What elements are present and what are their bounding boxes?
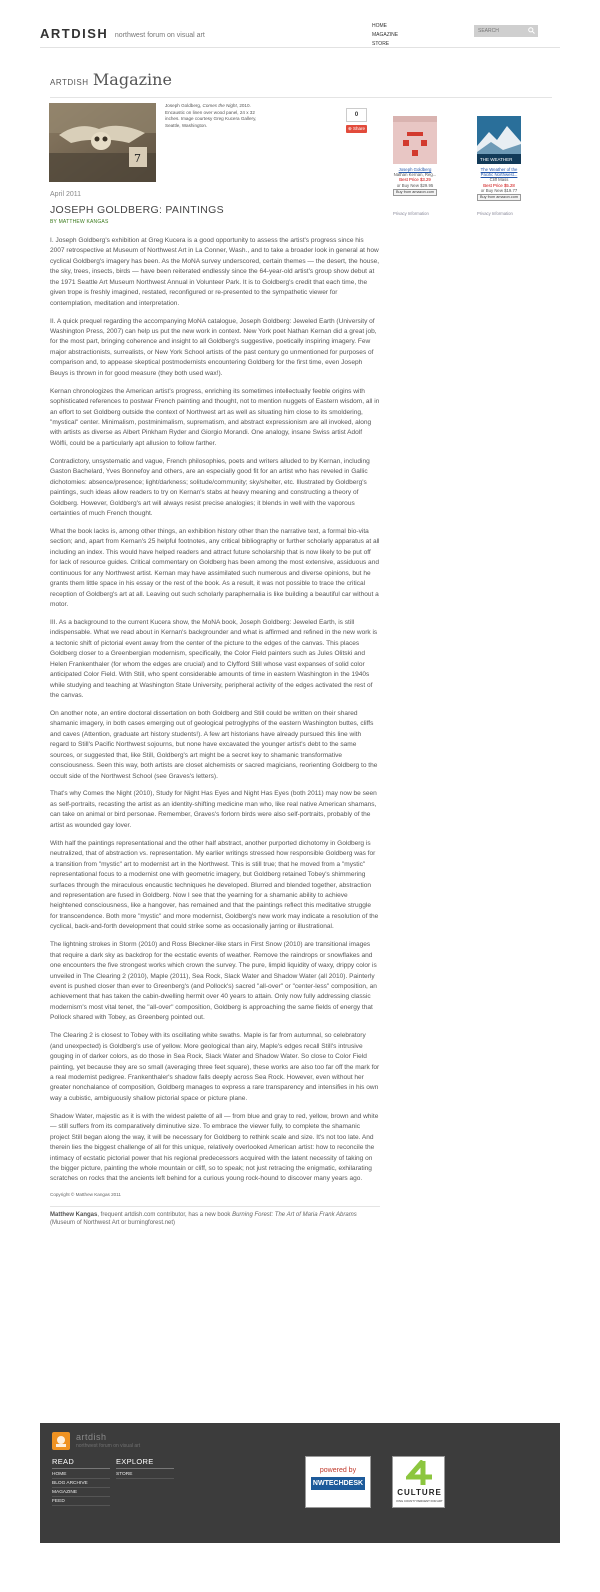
magazine-divider: [50, 97, 552, 98]
ad-2-title[interactable]: The Weather of the Pacific Northwest...: [480, 167, 518, 178]
site-logo[interactable]: [40, 26, 205, 41]
ad-1-privacy-link[interactable]: Privacy Information: [393, 211, 429, 216]
share-label: Share: [353, 126, 366, 131]
footer-logo-icon[interactable]: [52, 1432, 70, 1450]
logo-tagline: northwest forum on visual art: [114, 32, 205, 39]
paragraph: What the book lacks is, among other things, an exhibition history other than the narrative text, a formal bio-vita section; and, apart from Kernan's 25 helpful footnotes, any critical bibliography or further scholarly apparatus at all including an index. This would have helped readers and attract future scholarship that is now likely to be put off for lack of resource guides. Critical commentary on Goldberg has been among the most extensive, assiduous and continuous for any Northwest artist. Kernan may have assimilated such numerous and diverse opinions, but he grants them little space in his essay or the rest of the book. As a result, it was not possible to trace the critical reception of Goldberg's art at all. Leaving out such scholarly paraphernalia is like building a beautiful car without a motor.: [50, 527, 380, 609]
bio-book: Burning Forest: The Art of Maria Frank Abrams: [232, 1211, 357, 1218]
article-title: JOSEPH GOLDBERG: PAINTINGS: [50, 204, 224, 216]
paragraph: III. As a background to the current Kucera show, the MoNA book, Joseph Goldberg: Jeweled Earth, is still indispensable. What we read about in Kernan's backgrounder and what is affirmed and refined in the new work is a tectonic shift of pictorial event away from the center of the picture to the edges of the canvas. This places Goldberg closer to a Greenbergian modernism, specifically, the Color Field painters such as Jules Olitski and Helen Frankenthaler (for whom the edges are crucial) and to Clyfford Still whose vast expanses of solid color anticipated Color Field. With Still, who spent considerable amounts of time in eastern Washington in the 1940s while studying and teaching at Washington State University, peripheral activity of the edges activated the rest of the canvas.: [50, 618, 378, 700]
author-bio: [50, 1211, 380, 1228]
sponsor-1-top: powered by: [319, 1467, 357, 1474]
header-divider: [40, 47, 560, 48]
footer-brand[interactable]: artdish: [76, 1432, 107, 1442]
ad-2-privacy-link[interactable]: Privacy Information: [477, 211, 513, 216]
paragraph: With half the paintings representational and the other half abstract, another purported dichotomy in Goldberg is neutralized, that of abstraction vs. representation. My earlier writings stressed how responsible Goldberg was for a transition from "mystic" art to modernist art in the Northwest. This is still true; that he moved from a "mystic" representational focus to a modernist one with geometric imagery, but Goldberg retained Tobey's shimmering surfaces through the miraculous encaustic techniques he developed. Blurred and blended together, abstraction and representation are fused in Goldberg. Now I see that the yearning for a shamanic ability to achieve heightened consciousness, like a hangover, has remained and that the paintings reflect this meditative struggle for transcendence. Both more "mystic" and more modernist, Goldberg's new work may indicate a resolution of the cyclical, back-and-forth development that could strike some as occasionally jarring or illustrational.: [50, 839, 379, 931]
paragraph: II. A quick prequel regarding the accompanying MoNA catalogue, Joseph Goldberg: Jeweled Earth (University of Washington Press, 2007) can help us put the new work in context. New York poet Nathan Kernan did a great job, for the most part, bringing coherence and insight to all Goldberg's suggestive, poetically inspiring imagery. Few major abstractionists, surrealists, or New York School artists of the past century go unmentioned for purposes of comparison and, to appease skeptical postmodernists encountering Goldberg for the first time, even Joseph Beuys is thrown in for good measure (they both used wax!).: [50, 317, 377, 377]
share-count: 0: [346, 108, 367, 122]
ad-1-buy-button[interactable]: Buy from amazon.com: [393, 189, 437, 196]
ad-2-new-price: or Buy New $19.77: [480, 187, 518, 193]
ad-1-best-price: Best Price $3.29: [399, 177, 431, 183]
amazon-ad-2[interactable]: [474, 116, 524, 201]
footer-explore-column: [116, 1457, 174, 1480]
bio-end: (Museum of Northwest Art or burningforest.net): [50, 1220, 176, 1227]
footer-link-blog-archive[interactable]: BLOG ARCHIVE: [52, 1480, 110, 1488]
caption-artist: Joseph Goldberg,: [165, 103, 203, 108]
caption-title: Comes the Night: [202, 103, 237, 108]
ad-1-title[interactable]: Joseph Goldberg: [398, 167, 432, 172]
bio-name: Matthew Kangas: [50, 1211, 98, 1218]
sponsor-2-name: CULTURE: [397, 1488, 442, 1497]
nav-home[interactable]: HOME: [372, 23, 387, 29]
ad-1-author: Nathan Kernan, Reg...: [393, 172, 437, 178]
footer-tagline: northwest forum on visual art: [76, 1443, 141, 1449]
paragraph: The Clearing 2 is closest to Tobey with its oscillating white swaths. Maple is far from autumnal, so celebratory (and unexpected) is Goldberg's use of yellow. More geological than airy, Maple's edges recall Still's intrusive gouging in of darker colors, as do those in Sea Rock, Slack Water and Shadow Water. So close to Color Field painting, yet because they are so small (averaging three feet square), these works are also too far off the mark for a real modernist pedigree. Frankenthaler's shadow falls deeply across Sea Rock. However, even without her greater nonchalance of composition, Goldberg manages to express a rare transparency and intensifies in his own way a cubistic, ambiguously shallow pictorial space or picture plane.: [50, 1032, 380, 1102]
hero-image[interactable]: [49, 103, 156, 182]
four-culture-icon: [393, 1460, 446, 1491]
paragraph: I. Joseph Goldberg's exhibition at Greg Kucera is a good opportunity to assess the artist's progress since his 2007 retrospective at Museum of Northwest Art in La Conner, Wash., and to take a broader look in general at how cyclical Goldberg's imagery has been. As the MoNA survey underscored, certain themes — the desert, the house, the sky, trees, insects, birds — have been reiterated endlessly since the 64-year-old artist's group show debut at the 1971 Seattle Art Museum Northwest Annual in Volunteer Park. It is to Goldberg's credit that each time, the given trope is freshly imagined, restated, reconfigured or re-presented to the sympathetic viewer for contemplation, meditation and interpretation.: [50, 237, 380, 307]
share-button[interactable]: [346, 125, 367, 133]
sponsor-4culture[interactable]: [392, 1456, 445, 1508]
magazine-prefix: ARTDISH: [50, 78, 89, 87]
paragraph: On another note, an entire doctoral dissertation on both Goldberg and Still could be written on their shared shamanic imagery, in both cases emerging out of geological petroglyphs of the eastern Washington buttes, cliffs and caves (Attention, graduate art history students!). A few art historians have already pursued this line with regard to Still's Pacific Northwest sojourns, but none have excavated the younger artist's debt to the same sources, or suggested that, like Still, Goldberg's art might be a secret key to shamanic transformative consciousness. Seen this way, both artists are closet alchemists or sacred magicians, reorienting Goldberg to the occult side of the Northwest School (see Graves's letters).: [50, 709, 378, 780]
footer-link-feed[interactable]: FEED: [52, 1498, 110, 1506]
bio-text: , frequent artdish.com contributor, has a new book: [97, 1211, 233, 1218]
amazon-ad-1[interactable]: [390, 116, 440, 196]
svg-text:7: 7: [134, 152, 141, 165]
article-body: [50, 236, 380, 1228]
paragraph: That's why Comes the Night (2010), Study for Night Has Eyes and Night Has Eyes (both 2011) may now be seen as self-portraits, recasting the artist as an identity-shifting medicine man who, like real native American shamans, can take on animal or bird personae. Remember, Graves's forlorn birds were also self-portraits, probably of the artist as wounded gay lover.: [50, 790, 377, 829]
footer-read-column: [52, 1457, 110, 1507]
sponsor-2-sub: KING COUNTY PERCENT FOR ART: [396, 1499, 443, 1503]
logo-wordmark: ARTDISH: [40, 26, 109, 41]
book-cover-weather[interactable]: [477, 116, 521, 164]
caption-details: , 2010. Encaustic on linen over wood panel, 24 x 32 inches. Image courtesy Greg Kucera Gallery, Seattle, Washington.: [165, 103, 257, 128]
book-cover-goldberg[interactable]: [393, 116, 437, 164]
article-date: April 2011: [50, 191, 82, 198]
footer-explore-heading: EXPLORE: [116, 1457, 174, 1469]
search-icon[interactable]: [528, 27, 536, 35]
ad-2-author: Cliff Mass: [489, 177, 509, 183]
sponsor-nwtechdesk[interactable]: [305, 1456, 371, 1508]
paragraph: Contradictory, unsystematic and vague, French philosophies, poets and writers alluded to by Kernan, including Gaston Bachelard, Yves Bonnefoy and others, are an especially good fit for an artist who has reveled in Gallic dichotomies: absence/presence; light/darkness; solitude/community; sky/shelter, etc. Illustrated by Goldberg's paintings, such ideas allow readers to try on Kernan's stabs at heavy meaning and constructing a theory of Goldberg. However, Goldberg's art will always resist precise analogies; it blends in well with the vaporous certainties of much French thought.: [50, 457, 370, 518]
hero-caption: [165, 103, 261, 129]
nav-store[interactable]: STORE: [372, 41, 390, 47]
paragraph: The lightning strokes in Storm (2010) and Ross Bleckner-like stars in First Snow (2010) are transitional images that require a dark sky as backdrop for the ecstatic events of weather. Remove the raindrops or snowflakes and one encounters the five strongest works which crown the survey. The pure, limpid liquidity of waxy, drippy color is unveiled in The Clearing 2 (2010), Maple (2011), Sea Rock, Slack Water and Shadow Water (all 2010). Painterly event is pushed closer than ever to Greenberg's (and Pollock's) sacred "all-over" or "center-less" composition, an achievement that has taken the cabin-dwelling hermit over 40 years to attain. Only now fully addressing classic modernism's most vital tenet, the "all-over" composition, Goldberg is approaching the same fields of energy that Pollock shared with Tobey, as Greenberg pointed out.: [50, 941, 377, 1022]
footer-read-heading: READ: [52, 1457, 110, 1469]
ad-1-new-price: or Buy New $29.95: [396, 182, 434, 188]
footer-link-magazine[interactable]: MAGAZINE: [52, 1489, 110, 1497]
sponsor-1-bottom: NWTECHDESK: [311, 1477, 365, 1490]
top-nav: [372, 22, 398, 49]
bio-divider: [50, 1206, 380, 1207]
article-byline[interactable]: BY MATTHEW KANGAS: [50, 219, 109, 225]
footer-link-home[interactable]: HOME: [52, 1471, 110, 1479]
magazine-heading: [50, 70, 172, 90]
site-header: [40, 22, 560, 48]
ad-2-buy-button[interactable]: Buy from amazon.com: [477, 194, 521, 201]
magazine-title: Magazine: [92, 70, 172, 89]
cover-text-weather: THE WEATHER: [480, 157, 513, 162]
copyright: Copyright © Matthew Kangas 2011: [50, 1192, 121, 1198]
footer-link-store[interactable]: STORE: [116, 1471, 174, 1479]
paragraph: Kernan chronologizes the American artist's progress, enriching its sometimes intellectually feeble origins with sophisticated references to postwar French painting and thought, not to mention nuggets of Eastern wisdom, all in an effort to set Goldberg outside the context of Northwest art as well as situating him close to its smoldering, "mystical" center. Minimalism, postminimalism, suprematism, and abstract expressionism are all invoked, along with artists as diverse as Albert Pinkham Ryder and Giorgio Morandi. One analogy, insane Swiss artist Adolf Wölfli, could be a particularly apt allusion to follow farther.: [50, 387, 380, 447]
site-footer: [40, 1423, 560, 1543]
ad-2-best-price: Best Price $5.28: [483, 182, 515, 188]
paragraph: Shadow Water, majestic as it is with the widest palette of all — from blue and gray to red, yellow, brown and white — still suffers from its comparatively diminutive size. To embrace the viewer fully, to complete the shamanic project Still began along the way, it will be necessary for Goldberg to rethink scale and size. It's not too late. And therein lies the biggest challenge of all for this unique, relatively overlooked American artist: how to reconcile the intimacy of ecstatic pictorial power that his regional predecessors acquired with the latent necessity of taking on the bigger picture, painting the whole mountain or cliff, so to speak; not just retracing the enigmatic, exhilarating scratches on rocks that the ancients left behind for a curious young rock-hound to discover many years ago.: [50, 1112, 379, 1183]
nav-magazine[interactable]: MAGAZINE: [372, 32, 399, 38]
share-icon: ⊕: [347, 126, 352, 131]
